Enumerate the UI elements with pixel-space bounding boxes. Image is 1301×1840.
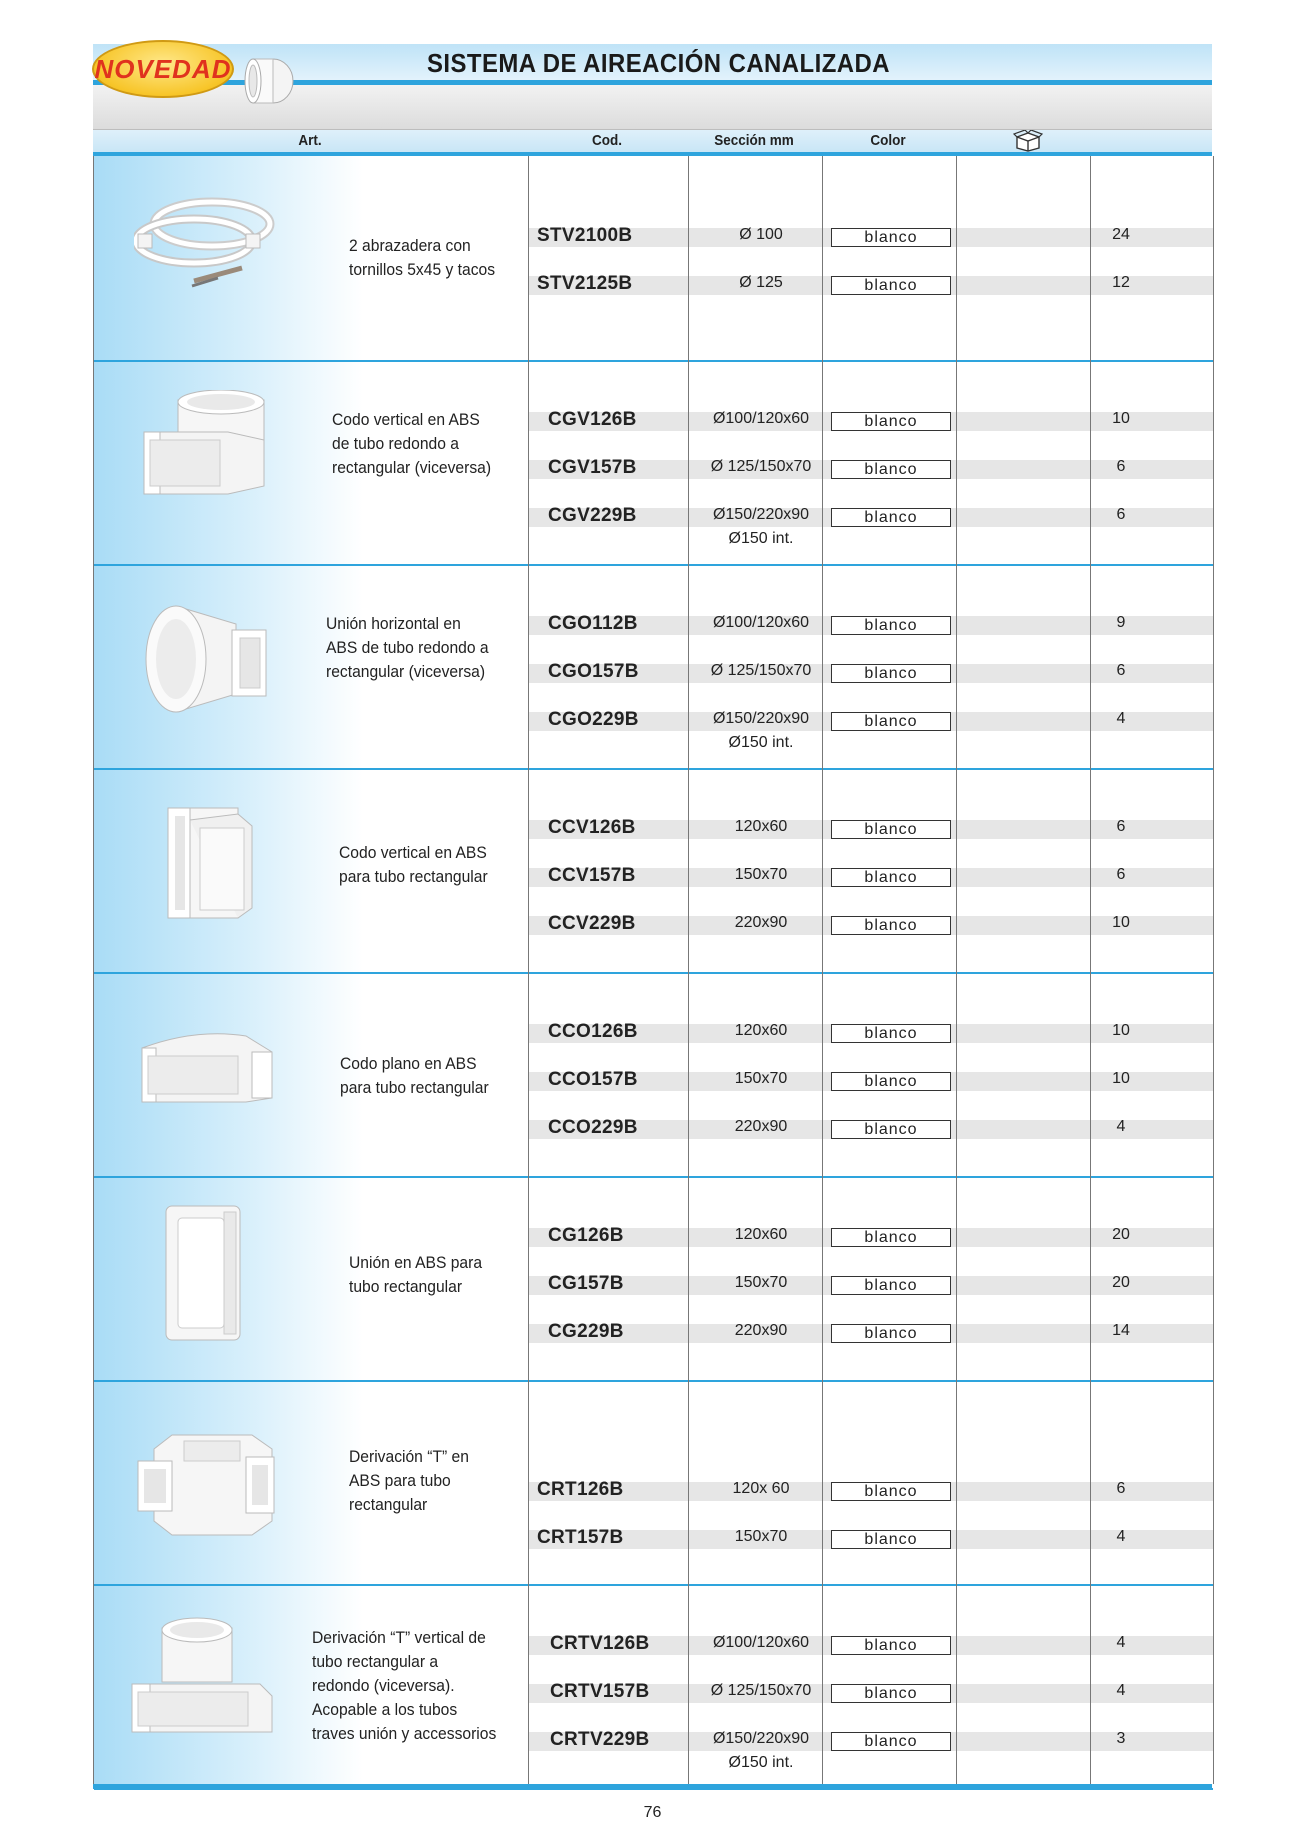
col-cod: Cod. [591,132,622,149]
product-description [349,234,495,282]
product-code: CCV157B [548,865,636,886]
section-size: 150x70 [734,866,788,883]
box-quantity: 6 [1116,818,1126,835]
product-code: STV2100B [537,225,633,246]
box-quantity: 4 [1116,710,1126,727]
product-code: CRT126B [537,1479,624,1500]
description-line: traves unión y accessorios [312,1724,497,1743]
color-value: blanco [831,868,951,887]
section-size: Ø100/120x60 [712,410,810,427]
color-value: blanco [831,1636,951,1655]
description-line: tubo rectangular a [312,1652,439,1671]
description-line: para tubo rectangular [340,1078,489,1097]
product-code: CG126B [548,1225,624,1246]
product-code: CRTV157B [550,1681,650,1702]
section-size: Ø 125 [739,274,783,291]
section-size: Ø 125/150x70 [710,1682,812,1699]
product-code: CCV126B [548,817,636,838]
product-code: CG157B [548,1273,624,1294]
page-number: 76 [643,1804,662,1821]
description-line: tornillos 5x45 y tacos [349,260,496,279]
description-line: rectangular [349,1495,428,1514]
section-size: 150x70 [734,1528,788,1545]
color-value: blanco [831,1530,951,1549]
product-section [94,1584,1213,1790]
color-value: blanco [831,412,951,431]
description-line: redondo (viceversa). [312,1676,455,1695]
color-value: blanco [831,916,951,935]
color-value: blanco [831,460,951,479]
description-line: Derivación “T” vertical de [312,1628,486,1647]
product-code: CGO112B [548,613,638,634]
description-line: rectangular (viceversa) [326,662,486,681]
badge-text: NOVEDAD [94,54,232,84]
section-size: 150x70 [734,1070,788,1087]
product-section [94,1176,1213,1382]
box-quantity: 6 [1116,662,1126,679]
description-line: Unión horizontal en [326,614,461,633]
product-description [349,1445,469,1517]
section-size: 220x90 [734,1322,788,1339]
product-code: CG229B [548,1321,624,1342]
divider [528,156,529,1784]
box-quantity: 12 [1112,274,1130,291]
box-quantity: 6 [1116,1480,1126,1497]
color-value: blanco [831,508,951,527]
description-line: tubo rectangular [349,1277,463,1296]
description-line: para tubo rectangular [339,867,488,886]
box-quantity: 6 [1116,458,1126,475]
bottom-line [93,1784,1212,1789]
color-value: blanco [831,664,951,683]
section-size: 220x90 [734,1118,788,1135]
section-size: Ø150/220x90 [712,506,810,523]
product-code: CCO126B [548,1021,638,1042]
product-section [94,360,1213,566]
box-quantity: 10 [1112,914,1130,931]
product-section [94,768,1213,974]
page-title: SISTEMA DE AIREACIÓN CANALIZADA [427,48,890,78]
description-line: Acopable a los tubos [312,1700,458,1719]
section-size: 120x60 [734,818,788,835]
section-size: Ø150/220x90 [712,710,810,727]
color-value: blanco [831,1684,951,1703]
color-value: blanco [831,276,951,295]
product-code: CGV157B [548,457,637,478]
product-description [326,612,489,684]
section-size: 220x90 [734,914,788,931]
section-size: Ø100/120x60 [712,614,810,631]
section-note: Ø150 int. [728,1754,794,1771]
color-value: blanco [831,1482,951,1501]
vertical-t-branch-icon [126,1614,276,1749]
pipe-clamp-icon [134,186,284,311]
description-line: rectangular (viceversa) [332,458,492,477]
box-quantity: 6 [1116,866,1126,883]
description-line: ABS para tubo [349,1471,451,1490]
description-line: Codo vertical en ABS [339,843,487,862]
description-line: Derivación “T” en [349,1447,469,1466]
box-quantity: 10 [1112,1022,1130,1039]
col-color: Color [870,132,906,149]
product-code: CCV229B [548,913,636,934]
box-quantity: 4 [1116,1634,1126,1651]
divider [822,156,823,1784]
section-size: 120x60 [734,1226,788,1243]
divider [688,156,689,1784]
box-quantity: 14 [1112,1322,1130,1339]
color-value: blanco [831,1228,951,1247]
box-quantity: 20 [1112,1226,1130,1243]
product-description [332,408,491,480]
duct-ring-icon [243,56,295,106]
product-code: CGV229B [548,505,637,526]
product-description [349,1251,482,1299]
product-code: STV2125B [537,273,633,294]
color-value: blanco [831,1120,951,1139]
description-line: ABS de tubo redondo a [326,638,489,657]
col-art: Art. [298,132,322,149]
color-value: blanco [831,712,951,731]
color-value: blanco [831,616,951,635]
description-line: Codo plano en ABS [340,1054,477,1073]
product-table [93,156,1214,1784]
box-quantity: 20 [1112,1274,1130,1291]
color-value: blanco [831,1024,951,1043]
box-quantity: 4 [1116,1118,1126,1135]
box-quantity: 10 [1112,1070,1130,1087]
section-size: 120x 60 [732,1480,790,1497]
box-quantity: 6 [1116,506,1126,523]
vertical-rect-elbow-icon [148,798,268,933]
box-quantity: 10 [1112,410,1130,427]
product-code: CGO157B [548,661,639,682]
section-note: Ø150 int. [728,734,794,751]
product-description [312,1626,496,1746]
box-quantity: 4 [1116,1528,1126,1545]
divider [1090,156,1091,1784]
section-size: Ø 125/150x70 [710,662,812,679]
color-value: blanco [831,820,951,839]
flat-rect-elbow-icon [136,1012,286,1117]
product-code: CGV126B [548,409,637,430]
product-code: CRT157B [537,1527,624,1548]
product-code: CRTV126B [550,1633,650,1654]
product-section [94,156,1213,362]
box-quantity: 9 [1116,614,1126,631]
product-code: CCO229B [548,1117,638,1138]
box-quantity: 24 [1112,226,1130,243]
divider [956,156,957,1784]
color-value: blanco [831,1072,951,1091]
description-line: Unión en ABS para [349,1253,483,1272]
round-to-rect-elbow-icon [138,390,278,515]
section-size: Ø150/220x90 [712,1730,810,1747]
rect-t-branch-icon [134,1425,284,1550]
product-code: CRTV229B [550,1729,650,1750]
product-code: CGO229B [548,709,639,730]
product-code: CCO157B [548,1069,638,1090]
color-value: blanco [831,1276,951,1295]
section-size: 120x60 [734,1022,788,1039]
product-section [94,1380,1213,1586]
color-value: blanco [831,228,951,247]
product-section [94,564,1213,770]
product-description [339,841,488,889]
color-value: blanco [831,1324,951,1343]
section-size: Ø100/120x60 [712,1634,810,1651]
box-icon [1013,130,1043,152]
section-size: Ø 125/150x70 [710,458,812,475]
section-size: Ø 100 [739,226,783,243]
description-line: Codo vertical en ABS [332,410,480,429]
column-header [93,130,1212,156]
box-quantity: 3 [1116,1730,1126,1747]
description-line: 2 abrazadera con [349,236,471,255]
novedad-badge [92,40,234,98]
section-size: 150x70 [734,1274,788,1291]
box-quantity: 4 [1116,1682,1126,1699]
color-value: blanco [831,1732,951,1751]
rect-union-icon [154,1198,254,1353]
product-section [94,972,1213,1178]
product-description [340,1052,489,1100]
description-line: de tubo redondo a [332,434,459,453]
col-seccion: Sección mm [714,132,794,149]
section-note: Ø150 int. [728,530,794,547]
round-to-rect-union-icon [136,594,276,729]
